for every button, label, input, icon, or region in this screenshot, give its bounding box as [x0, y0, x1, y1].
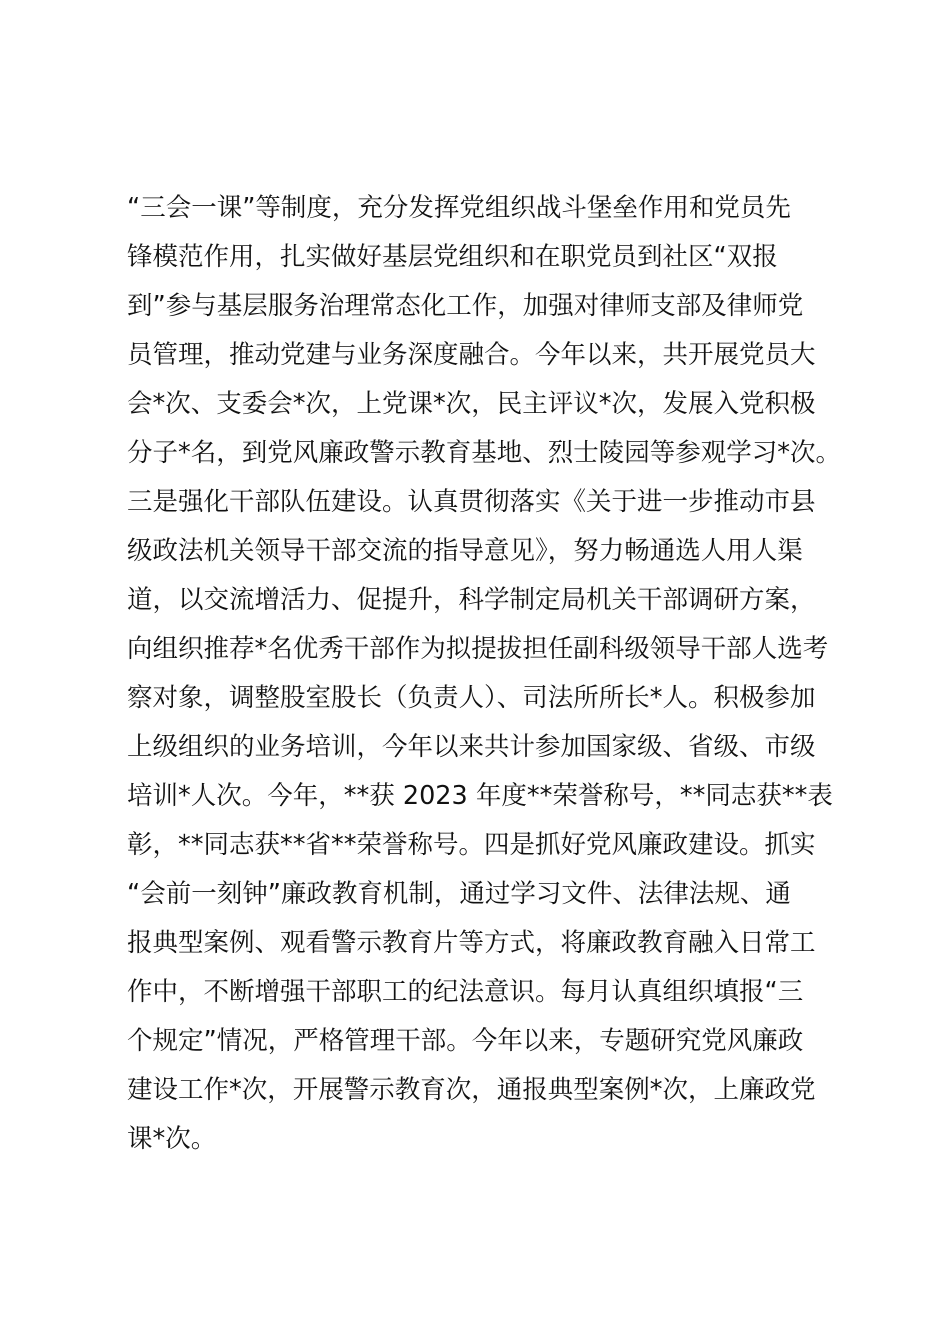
text-line: 作中，不断增强干部职工的纪法意识。每月认真组织填报“三: [127, 977, 804, 1007]
text-line: 培训*人次。今年，**获 2023 年度**荣誉称号，**同志获**表: [127, 781, 833, 811]
body-text: [127, 184, 847, 1164]
text-line: 彰，**同志获**省**荣誉称号。四是抓好党风廉政建设。抓实: [127, 830, 816, 860]
text-line: “会前一刻钟”廉政教育机制，通过学习文件、法律法规、通: [127, 879, 791, 909]
text-line: 三是强化干部队伍建设。认真贯彻落实《关于进一步推动市县: [127, 487, 816, 517]
text-line: 到”参与基层服务治理常态化工作，加强对律师支部及律师党: [127, 291, 804, 321]
text-line: 级政法机关领导干部交流的指导意见》，努力畅通选人用人渠: [127, 536, 803, 566]
text-line: 上级组织的业务培训，今年以来共计参加国家级、省级、市级: [127, 732, 816, 762]
text-line: 个规定”情况，严格管理干部。今年以来，专题研究党风廉政: [127, 1026, 804, 1056]
text-line: 察对象，调整股室股长（负责人）、司法所所长*人。积极参加: [127, 683, 816, 713]
text-line: 课*次。: [127, 1124, 217, 1154]
text-line: 分子*名，到党风廉政警示教育基地、烈士陵园等参观学习*次。: [127, 438, 842, 468]
text-line: 道，以交流增活力、促提升，科学制定局机关干部调研方案，: [127, 585, 816, 615]
text-line: “三会一课”等制度，充分发挥党组织战斗堡垒作用和党员先: [127, 193, 791, 223]
text-line: 会*次、支委会*次，上党课*次，民主评议*次，发展入党积极: [127, 389, 816, 419]
text-line: 锋模范作用，扎实做好基层党组织和在职党员到社区“双报: [127, 242, 778, 272]
text-line: 向组织推荐*名优秀干部作为拟提拔担任副科级领导干部人选考: [127, 634, 829, 664]
text-line: 员管理，推动党建与业务深度融合。今年以来，共开展党员大: [127, 340, 816, 370]
text-line: 建设工作*次，开展警示教育次，通报典型案例*次，上廉政党: [127, 1075, 816, 1105]
text-line: 报典型案例、观看警示教育片等方式，将廉政教育融入日常工: [127, 928, 816, 958]
